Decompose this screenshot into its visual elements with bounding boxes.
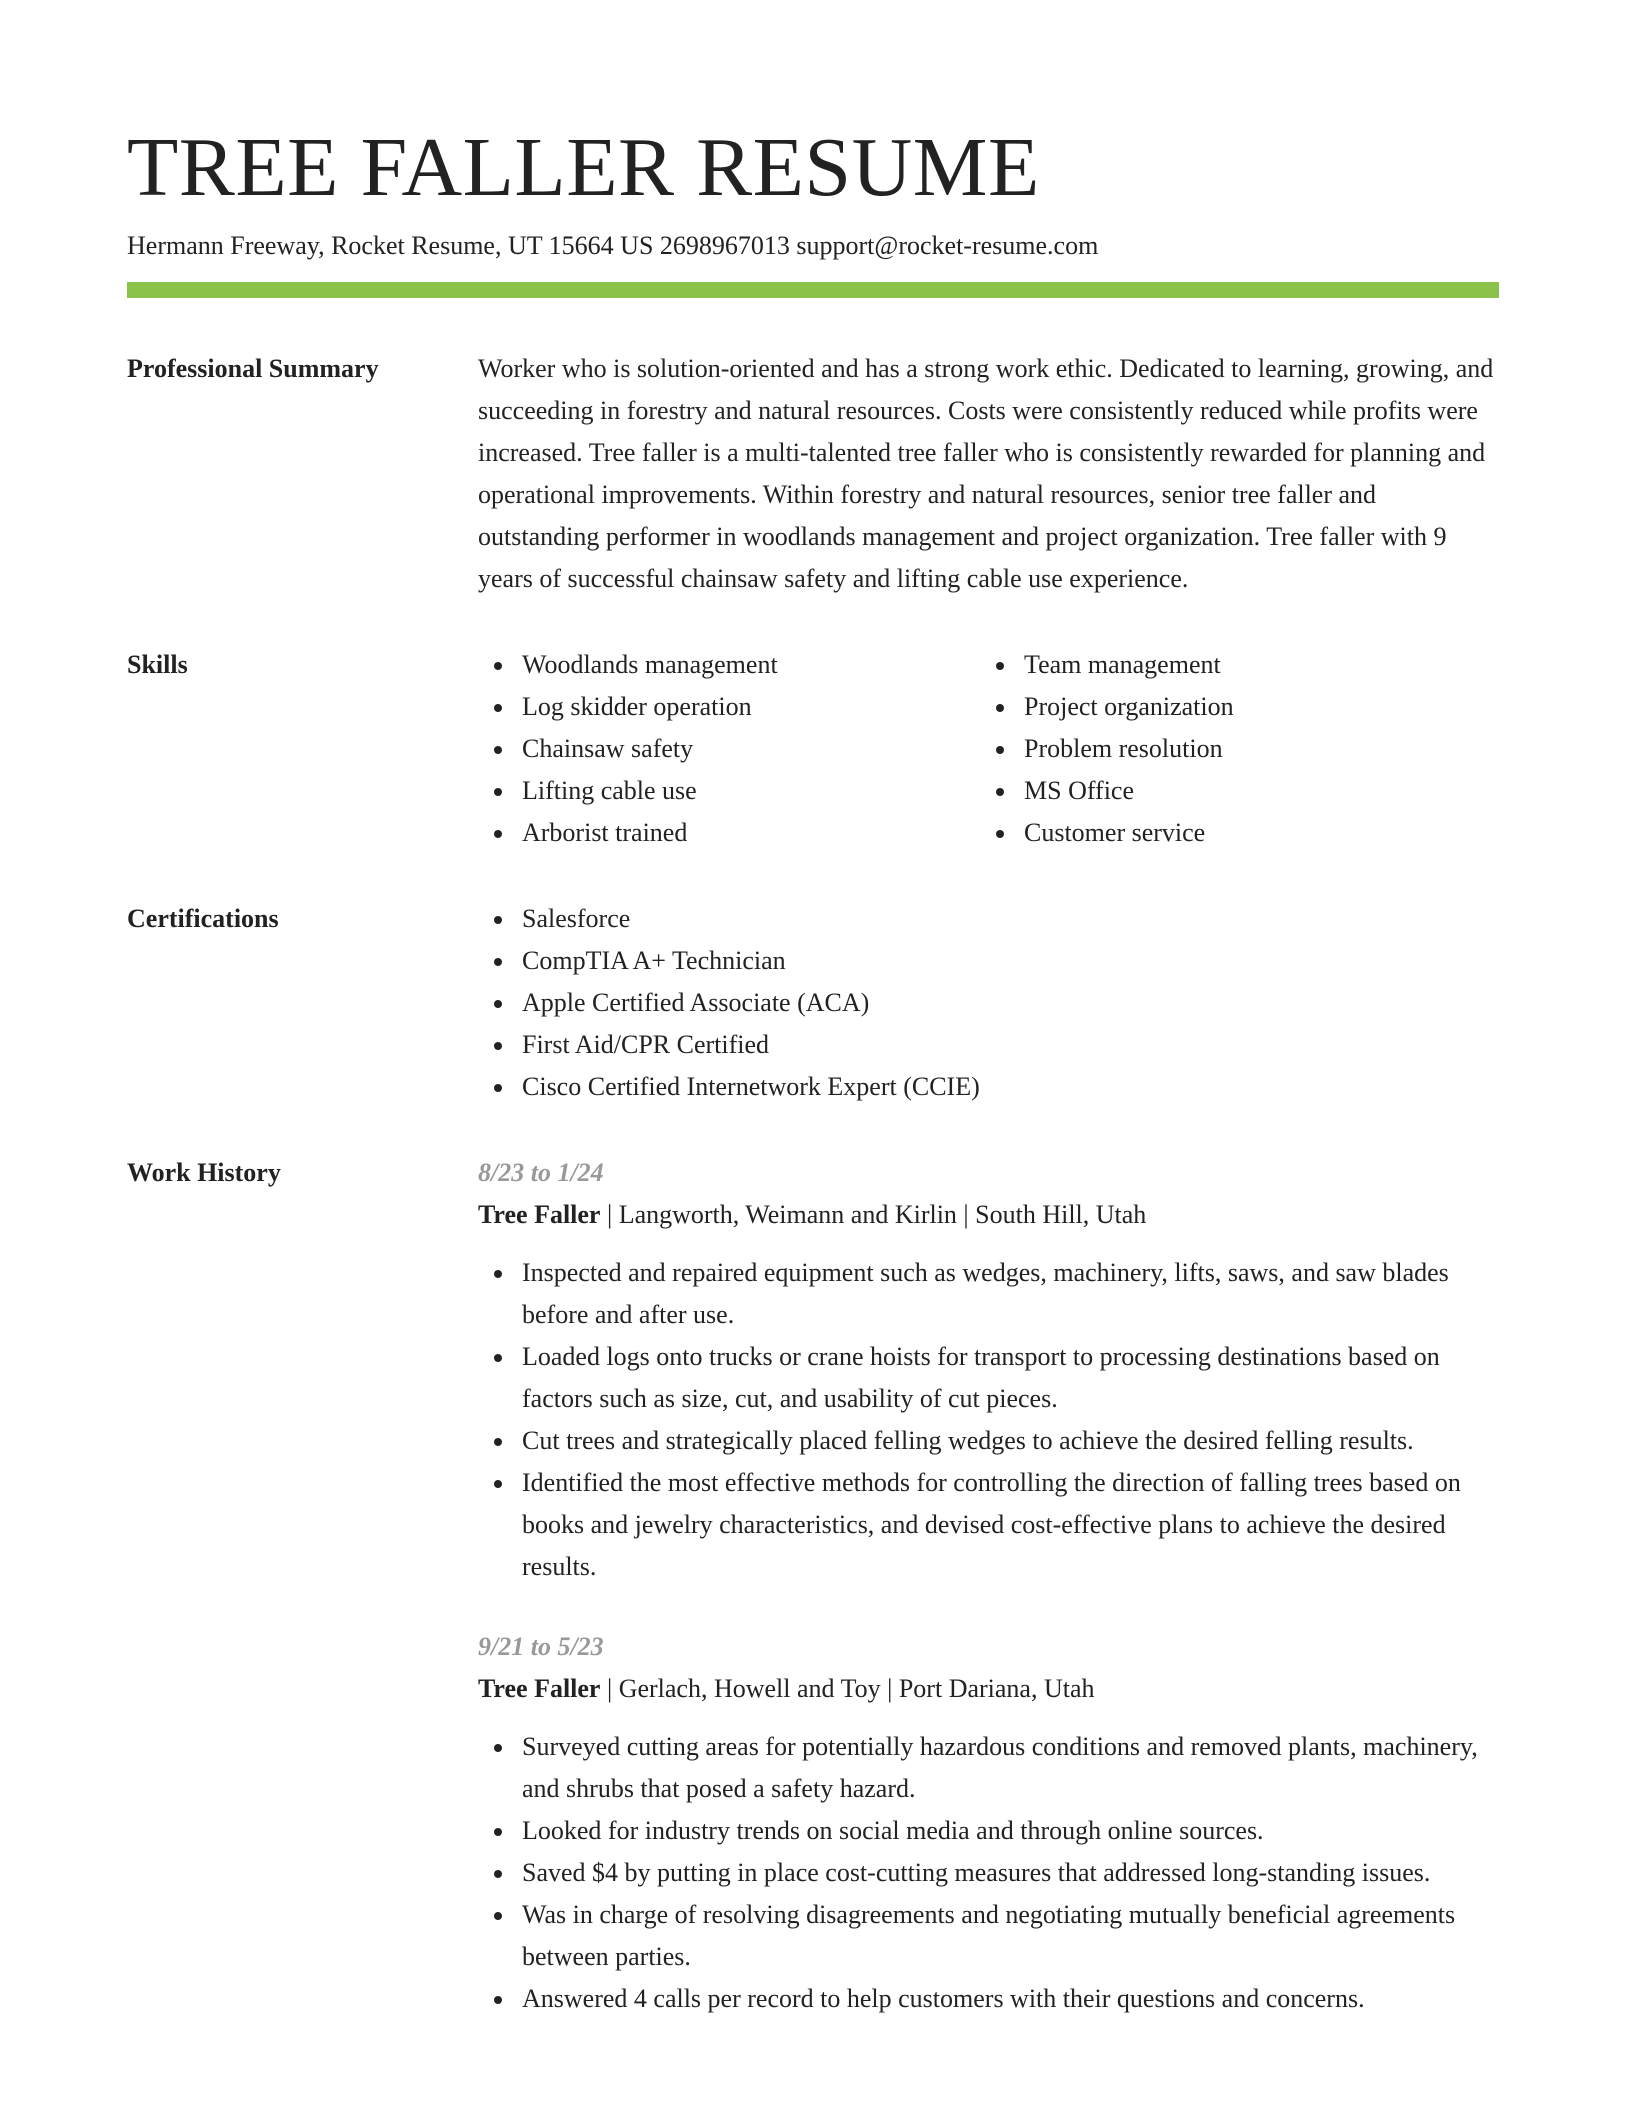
list-item: CompTIA A+ Technician: [478, 940, 1499, 982]
section-body: [478, 898, 1499, 1108]
work-history-section: [127, 1152, 1499, 2020]
list-item: First Aid/CPR Certified: [478, 1024, 1499, 1066]
list-item: Woodlands management: [478, 644, 980, 686]
certifications-list: [478, 898, 1499, 1108]
job-title-line: [478, 1668, 1499, 1710]
certifications-section: [127, 898, 1499, 1108]
list-item: Identified the most effective methods for controlling the direction of falling trees based on books and jewelry characteristics, and devised cost-effective plans to achieve the desired results.: [478, 1462, 1499, 1588]
list-item: Salesforce: [478, 898, 1499, 940]
skills-list-right: [980, 644, 1482, 854]
list-item: Project organization: [980, 686, 1482, 728]
list-item: Chainsaw safety: [478, 728, 980, 770]
job-title: Tree Faller: [478, 1674, 601, 1703]
header-divider: [127, 282, 1499, 298]
section-heading: Skills: [127, 650, 188, 679]
job-title: Tree Faller: [478, 1200, 601, 1229]
contact-line: Hermann Freeway, Rocket Resume, UT 15664 US 2698967013 support@rocket-resume.com: [127, 231, 1099, 260]
professional-summary-section: [127, 348, 1499, 600]
list-item: Loaded logs onto trucks or crane hoists for transport to processing destinations based on factors such as size, cut, and usability of cut pieces.: [478, 1336, 1499, 1420]
list-item: Inspected and repaired equipment such as wedges, machinery, lifts, saws, and saw blades before and after use.: [478, 1252, 1499, 1336]
list-item: Saved $4 by putting in place cost-cutting measures that addressed long-standing issues.: [478, 1852, 1499, 1894]
list-item: Apple Certified Associate (ACA): [478, 982, 1499, 1024]
job-dates: 8/23 to 1/24: [478, 1158, 604, 1187]
list-item: Team management: [980, 644, 1482, 686]
list-item: Log skidder operation: [478, 686, 980, 728]
section-heading: Certifications: [127, 904, 279, 933]
section-heading: Professional Summary: [127, 354, 379, 383]
job-entry: [478, 1152, 1499, 1588]
list-item: Lifting cable use: [478, 770, 980, 812]
job-bullets: [478, 1726, 1499, 2020]
resume-page: [127, 118, 1499, 2020]
list-item: Cisco Certified Internetwork Expert (CCIE): [478, 1066, 1499, 1108]
list-item: Was in charge of resolving disagreements and negotiating mutually beneficial agreements between parties.: [478, 1894, 1499, 1978]
skills-grid: [478, 644, 1499, 854]
skills-section: [127, 644, 1499, 854]
job-bullets: [478, 1252, 1499, 1588]
section-heading: Work History: [127, 1158, 281, 1187]
list-item: Cut trees and strategically placed felling wedges to achieve the desired felling results.: [478, 1420, 1499, 1462]
jobs-list: [478, 1152, 1499, 2020]
list-item: Problem resolution: [980, 728, 1482, 770]
job-title-line: [478, 1194, 1499, 1236]
skills-list-left: [478, 644, 980, 854]
list-item: Customer service: [980, 812, 1482, 854]
list-item: Answered 4 calls per record to help customers with their questions and concerns.: [478, 1978, 1499, 2020]
list-item: Arborist trained: [478, 812, 980, 854]
summary-text: Worker who is solution-oriented and has a strong work ethic. Dedicated to learning, growing, and succeeding in forestry and natural resources. Costs were consistently reduced while profits were increased. Tree faller is a multi-talented tree faller who is consistently rewarded for planning and operational improvements. Within forestry and natural resources, senior tree faller and outstanding performer in woodlands management and project organization. Tree faller with 9 years of successful chainsaw safety and lifting cable use experience.: [478, 354, 1494, 593]
page-title: TREE FALLER RESUME: [127, 121, 1040, 214]
section-body: [478, 348, 1499, 600]
list-item: Surveyed cutting areas for potentially hazardous conditions and removed plants, machinery, and shrubs that posed a safety hazard.: [478, 1726, 1499, 1810]
job-dates: 9/21 to 5/23: [478, 1632, 604, 1661]
job-details: | Gerlach, Howell and Toy | Port Dariana, Utah: [600, 1674, 1095, 1703]
list-item: Looked for industry trends on social media and through online sources.: [478, 1810, 1499, 1852]
list-item: MS Office: [980, 770, 1482, 812]
job-details: | Langworth, Weimann and Kirlin | South Hill, Utah: [600, 1200, 1147, 1229]
job-entry: [478, 1626, 1499, 2020]
